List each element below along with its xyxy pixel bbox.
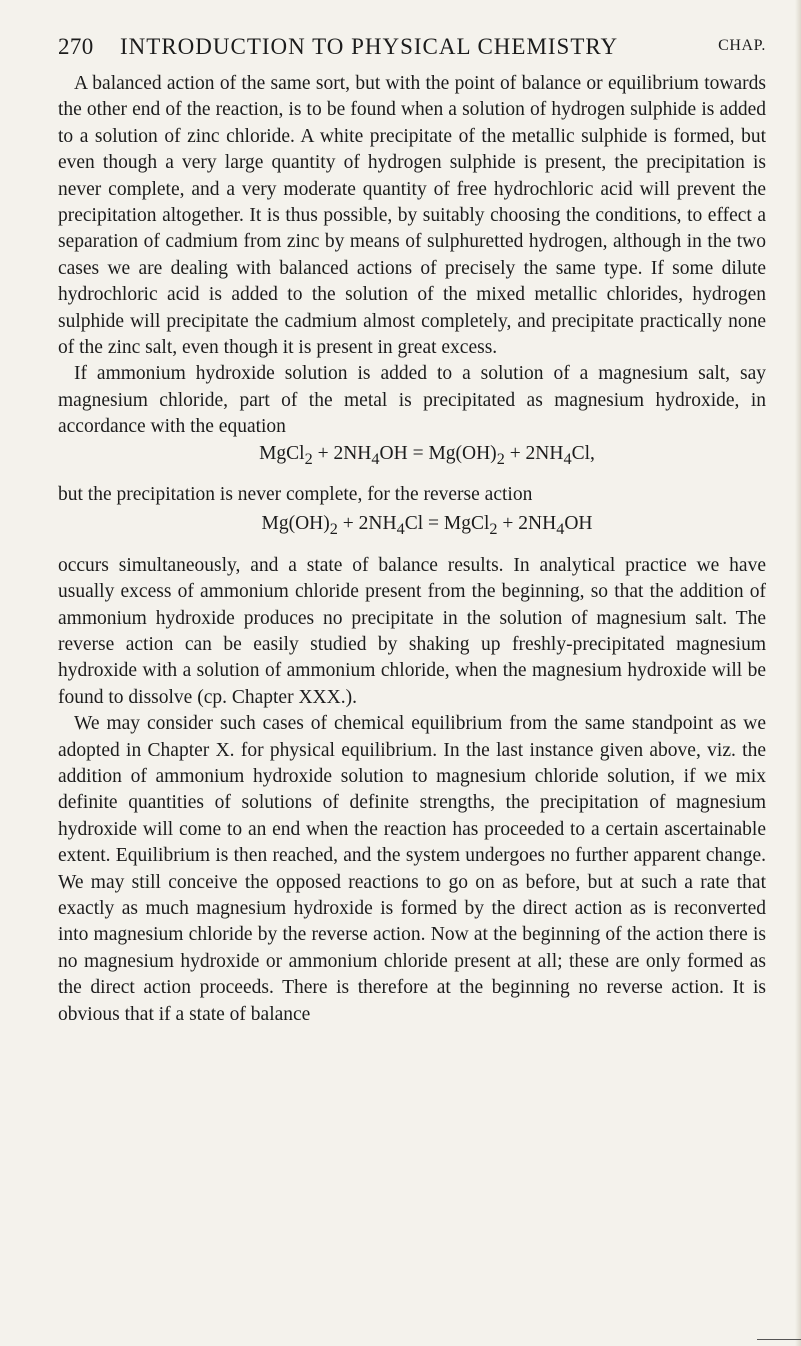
running-title: INTRODUCTION TO PHYSICAL CHEMISTRY xyxy=(120,34,619,59)
paragraph-5: We may consider such cases of chemical equilibrium from the same standpoint as we adopted in Chapter X. for physical equilibrium. In the last instance given above, viz. the addition of ammonium hydroxide solution to magnesium chloride solution, if we mix definite quantities of solutions of definite strengths, the precipitation of magnesium hydroxide will come to an end when the reaction has proceeded to a certain ascertainable extent. Equilibrium is then reached, and the system undergoes no further apparent change. We may still conceive the opposed reactions to go on as before, but at such a rate that exactly as much magnesium hydroxide is formed by the direct action as is reconverted into magnesium chloride by the reverse action. Now at the beginning of the action there is no magnesium hydroxide or ammonium chloride present at all; these are only formed as the direct action proceeds. There is therefore at the beginning no reverse action. It is obvious that if a state of balance xyxy=(58,713,766,1025)
paragraph-2: If ammonium hydroxide solution is added to a solution of a magnesium salt, say magnesium chloride, part of the metal is precipitated as magnesium hydroxide, in accordance with the equation xyxy=(58,363,766,438)
page-number: 270 xyxy=(58,34,94,59)
running-header xyxy=(58,28,766,64)
paragraph-3: but the precipitation is never complete, for the reverse action xyxy=(58,483,533,505)
book-page xyxy=(58,28,766,1028)
paragraph-1: A balanced action of the same sort, but with the point of balance or equilibrium towards the other end of the reaction, is to be found when a solution of hydrogen sulphide is added to a solution of zinc chloride. A white precipitate of the metallic sulphide is formed, but even though a very large quantity of hydrogen sulphide is present, the precipitation is never complete, and a very moderate quantity of free hydrochloric acid will prevent the precipitation altogether. It is thus possible, by suitably choosing the conditions, to effect a separation of cadmium from zinc by means of sulphuretted hydrogen, although in the two cases we are dealing with balanced actions of precisely the same type. If some dilute hydrochloric acid is added to the solution of the mixed metallic chlorides, hydrogen sulphide will precipitate the cadmium almost completely, and precipitate practically none of the zinc salt, even though it is present in great excess. xyxy=(58,73,766,359)
body-text xyxy=(58,71,766,1028)
equation-2: $Mg(OH)_2 + 2NH_4Cl$ = MgCl$_2$ + $2NH_4OH$ xyxy=(261,513,593,539)
chapter-label: CHAP. xyxy=(718,37,766,54)
page-edge-shadow xyxy=(795,0,801,1346)
equation-1: MgCl$_2$ + $2NH_4OH = Mg(OH)_2 + 2NH_4Cl$, xyxy=(259,442,595,468)
paragraph-4: occurs simultaneously, and a state of balance results. In analytical practice we have usually excess of ammonium chloride present from the beginning, so that the addition of ammonium hydroxide produces no precipitate in the solution of magnesium salt. The reverse action can be easily studied by shaking up freshly-precipitated magnesium hydroxide with a solution of ammonium chloride, when the magnesium hydroxide will be found to dissolve (cp. Chapter XXX.). xyxy=(58,554,766,708)
corner-rule xyxy=(757,1339,801,1340)
